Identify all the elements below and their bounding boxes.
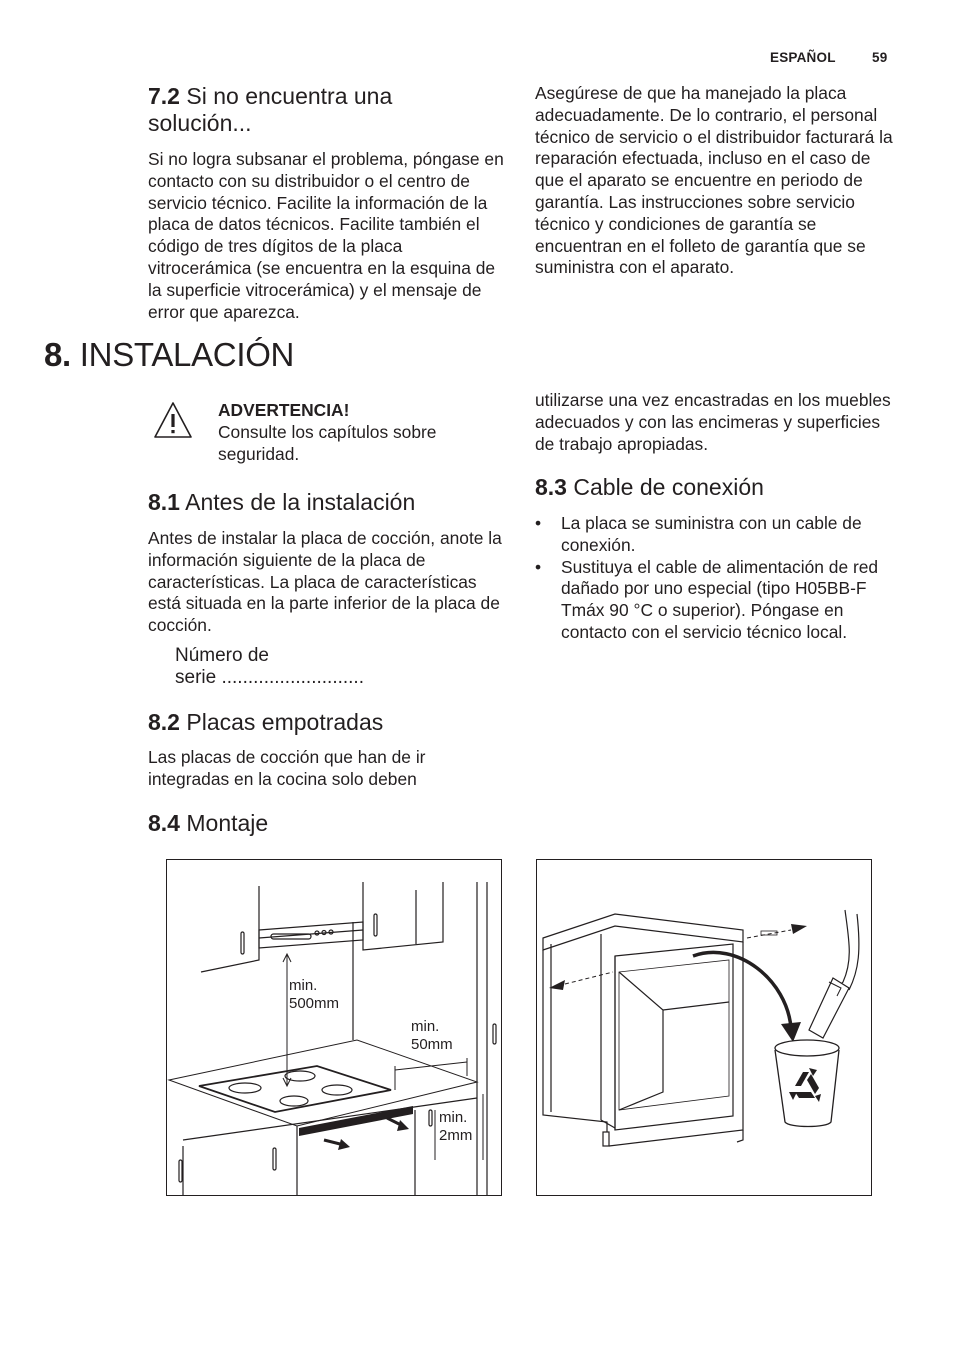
cabinet-recycling-figure	[536, 859, 872, 1196]
bullet-marker: •	[535, 513, 542, 533]
section-8-4-heading	[148, 810, 268, 837]
section-8-3-heading	[535, 474, 764, 501]
cabinet-recycling-illustration	[537, 860, 871, 1195]
label-min-2-line2: 2mm	[439, 1127, 473, 1144]
section-8-3-number: 8.3	[535, 474, 567, 500]
recycle-symbol-icon	[789, 1068, 821, 1102]
page-number: 59	[872, 50, 888, 65]
section-8-4-number: 8.4	[148, 810, 180, 836]
section-8-3-title: Cable de conexión	[573, 474, 764, 500]
chapter-8-title: INSTALACIÓN	[79, 336, 295, 373]
bullet-marker: •	[535, 556, 542, 577]
label-min-50-line1: min.	[411, 1018, 440, 1035]
section-7-2-paragraph-2: Asegúrese de que ha manejado la placa adecuadamente. De lo contrario, el personal técnico de servicio o el distribuidor facturará la reparación efectuada, incluso en el caso de que el aparato se encuentre en periodo de garantía. Las instrucciones sobre servicio técnico y condiciones de garantía se encuentran en el folleto de garantía que se suministra con el aparato.	[535, 83, 893, 278]
section-8-2-number: 8.2	[148, 709, 180, 735]
section-8-3-bullet-list	[535, 513, 893, 644]
warning-text: Consulte los capítulos sobre seguridad.	[218, 421, 437, 464]
bullet-text: Sustituya el cable de alimentación de red dañado por uno especial (tipo H05BB-F Tmáx 90 °C o superior). Póngase en contacto con el servicio técnico local.	[561, 556, 879, 642]
label-min-500-line2: 500mm	[289, 995, 340, 1012]
bullet-item	[535, 557, 893, 644]
section-8-4-title: Montaje	[186, 810, 269, 836]
bullet-text: La placa se suministra con un cable de conexión.	[561, 513, 862, 555]
bullet-item	[535, 513, 893, 557]
installation-clearance-illustration	[167, 860, 501, 1195]
section-7-2-title: Si no encuentra una solución...	[148, 83, 393, 136]
section-7-2-paragraph-1: Si no logra subsanar el problema, póngase en contacto con su distribuidor o el centro de servicio técnico. Facilite la información de la placa de datos técnicos. Facilite también el código de tres dígitos de la placa vitrocerámica (se encuentra en la esquina de la superficie vitrocerámica) y el mensaje de error que aparezca.	[148, 149, 504, 322]
section-8-1-number: 8.1	[148, 489, 180, 515]
chapter-8-number: 8.	[44, 336, 71, 373]
section-8-2-paragraph-continued: utilizarse una vez encastradas en los muebles adecuados y con las encimeras y superficies de trabajo apropiadas.	[535, 390, 891, 454]
warning-title: ADVERTENCIA!	[218, 400, 350, 420]
running-header-language: ESPAÑOL	[770, 50, 836, 65]
label-min-50-line2: 50mm	[411, 1036, 453, 1053]
label-min-500-line1: min.	[289, 977, 318, 994]
section-8-2-title: Placas empotradas	[186, 709, 384, 735]
warning-triangle-icon	[152, 400, 194, 440]
section-7-2-number: 7.2	[148, 83, 180, 109]
section-8-1-title: Antes de la instalación	[185, 489, 416, 515]
section-8-2-paragraph: Las placas de cocción que han de ir integradas en la cocina solo deben	[148, 747, 426, 789]
section-8-2-heading	[148, 709, 383, 736]
chapter-8-heading	[44, 337, 294, 373]
label-min-2-line1: min.	[439, 1109, 468, 1126]
section-8-1-paragraph: Antes de instalar la placa de cocción, anote la información siguiente de la placa de características. La placa de características está situada en la parte inferior de la placa de cocción.	[148, 528, 502, 636]
warning-block	[218, 400, 498, 465]
installation-clearance-figure	[166, 859, 502, 1196]
serial-number-label: Número de	[175, 645, 269, 666]
serial-number-field	[175, 645, 364, 689]
section-7-2-heading	[148, 83, 478, 137]
section-8-1-heading	[148, 489, 415, 516]
serial-number-line: serie ...........................	[175, 667, 364, 688]
